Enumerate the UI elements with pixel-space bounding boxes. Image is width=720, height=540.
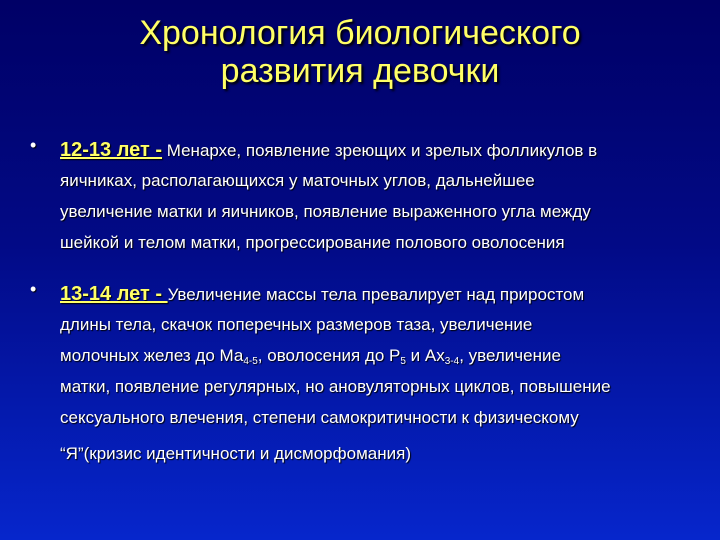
bullet-line	[60, 279, 710, 309]
bullet-line: шейкой и телом матки, прогрессирование полового оволосения	[60, 233, 565, 252]
bullet-line-text: молочных желез до Ма	[60, 346, 244, 365]
bullet-line: “Я”(кризис идентичности и дисморфомания)	[60, 444, 411, 463]
bullet-dot-icon: •	[30, 135, 37, 155]
bullet-item-12-13	[30, 135, 710, 258]
bullet-text	[60, 279, 710, 469]
subscript: 4-5	[243, 356, 258, 367]
bullet-line-text: Увеличение массы тела превалирует над приростом	[167, 285, 585, 304]
bullet-text	[60, 135, 710, 258]
bullet-line: длины тела, скачок поперечных размеров таза, увеличение	[60, 315, 533, 334]
bullet-line	[60, 340, 710, 371]
bullet-line-text: , увеличение	[459, 346, 561, 365]
age-range-label: 13-14 лет -	[60, 283, 168, 305]
bullet-line: увеличение матки и яичников, появление выраженного угла между	[60, 202, 591, 221]
bullet-line: яичниках, располагающихся у маточных углов, дальнейшее	[60, 171, 535, 190]
bullet-line	[60, 135, 710, 165]
slide-title-line-2: развития девочки	[220, 52, 500, 90]
subscript: 3-4	[444, 356, 460, 367]
subscript: 5	[400, 356, 406, 367]
age-range-label: 12-13 лет -	[60, 139, 163, 161]
bullet-dot-icon: •	[30, 279, 37, 299]
bullet-line: матки, появление регулярных, но ановуляторных циклов, повышение	[60, 377, 611, 396]
bullet-line-text: , оволосения до Р	[257, 346, 401, 365]
bullet-line-text: Менархе, появление зреющих и зрелых фолликулов в	[162, 141, 598, 160]
bullet-line-text: и Ах	[405, 346, 445, 365]
bullet-item-13-14	[30, 279, 710, 469]
slide-title-line-1: Хронология биологического	[139, 14, 581, 52]
bullet-line: сексуального влечения, степени самокритичности к физическому	[60, 408, 579, 427]
